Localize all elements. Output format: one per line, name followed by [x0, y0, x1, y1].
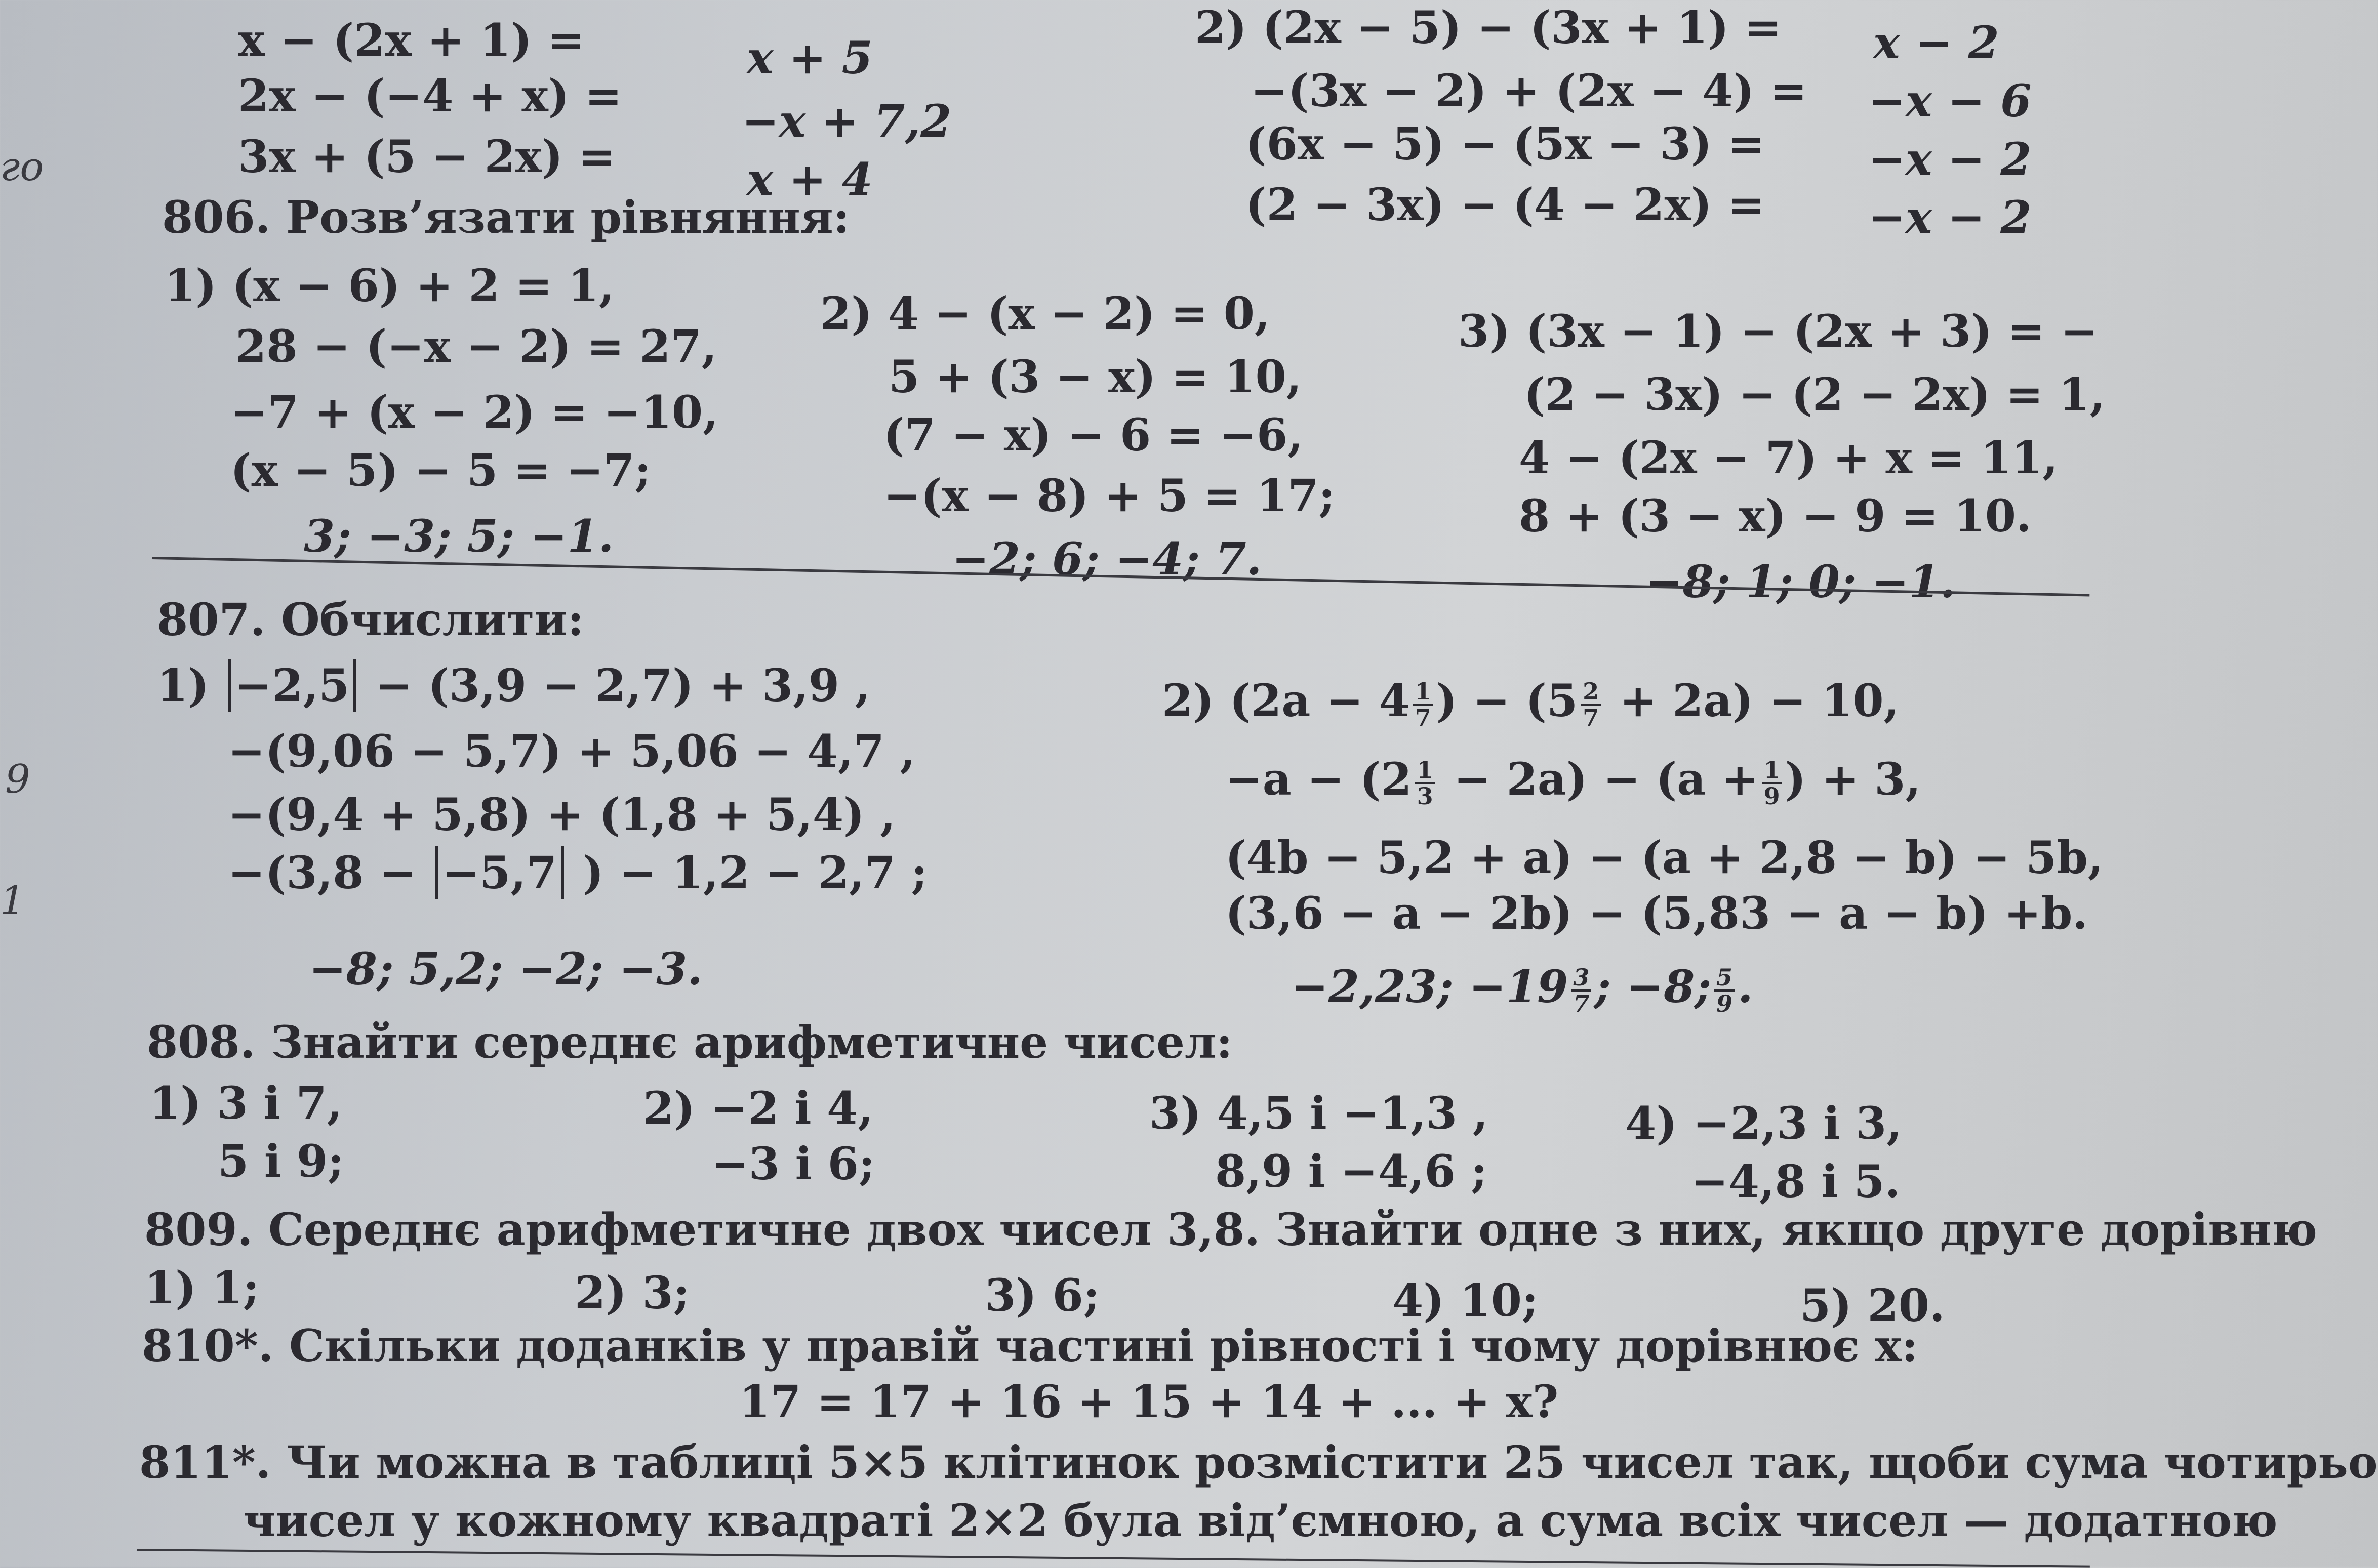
expression: −(9,06 − 5,7) + 5,06 − 4,7 , — [228, 725, 916, 777]
list-item: 5 і 9; — [218, 1135, 344, 1187]
margin-mark: го — [0, 144, 44, 190]
exercise-text: Середнє арифметичне двох чисел 3,8. Знайти одне з них, якщо друге дорівню — [268, 1203, 2318, 1256]
exercise-806-title — [162, 191, 850, 243]
option-item: 2) 3; — [575, 1266, 690, 1319]
equation: 8 + (3 − x) − 9 = 10. — [1519, 489, 2032, 542]
equation: 4 − (2x − 7) + x = 11, — [1519, 431, 2059, 484]
exercise-text: Розв’язати рівняння: — [286, 191, 850, 243]
list-item: −4,8 і 5. — [1691, 1155, 1901, 1208]
option-item: 1) 1; — [144, 1261, 260, 1314]
equation: −(x − 8) + 5 = 17; — [883, 469, 1335, 522]
equation: 5 + (3 − x) = 10, — [889, 350, 1302, 403]
expression-part: −(3,8 − — [228, 846, 417, 899]
prev-expr: 3x + (5 − 2x) = — [238, 130, 616, 183]
expression: (3,6 − a − 2b) − (5,83 − a − b) +b. — [1225, 887, 2088, 939]
equation: 17 = 17 + 16 + 15 + 14 + ... + x? — [739, 1375, 1559, 1428]
fraction: $\frac{2}{7}$ — [1581, 679, 1601, 730]
prev-expr: x − (2x + 1) = — [238, 14, 585, 66]
expression — [1225, 753, 1921, 810]
list-item: 2) −2 і 4, — [643, 1082, 874, 1134]
exercise-number: 807. — [157, 593, 266, 646]
expression-part: ) − (5 — [1436, 674, 1578, 727]
exercise-809-title — [144, 1203, 2318, 1256]
list-item: 1) 3 і 7, — [149, 1077, 343, 1129]
equation: (7 − x) − 6 = −6, — [883, 408, 1303, 461]
expression — [228, 846, 928, 899]
equation: 1) (x − 6) + 2 = 1, — [165, 259, 615, 312]
prev-answer: −x − 2 — [1868, 133, 2032, 185]
exercise-text: Чи можна в таблиці 5×5 клітинок розмістити 25 чисел так, щоби сума чотирьо — [287, 1436, 2378, 1489]
expression — [157, 659, 871, 712]
item-label: 1) — [157, 659, 209, 712]
prev-expr: (2 − 3x) − (4 − 2x) = — [1245, 178, 1765, 231]
exercise-text: Скільки доданків у правій частині рівності і чому дорівнює x: — [289, 1319, 1918, 1372]
expression: −(9,4 + 5,8) + (1,8 + 5,4) , — [228, 788, 896, 841]
absolute-value: −5,7 — [435, 846, 564, 899]
exercise-number: 811*. — [139, 1436, 271, 1489]
answer: −8; 5,2; −2; −3. — [309, 942, 703, 995]
margin-mark: 9 — [5, 757, 30, 802]
equation: 2) 4 − (x − 2) = 0, — [820, 287, 1270, 340]
margin-mark: 1 — [0, 878, 25, 924]
prev-expr: −(3x − 2) + (2x − 4) = — [1251, 64, 1807, 117]
option-item: 3) 6; — [985, 1269, 1100, 1322]
prev-answer: −x − 6 — [1868, 74, 2032, 127]
exercise-807-title — [157, 593, 584, 646]
exercise-text: Обчислити: — [280, 593, 584, 646]
option-item: 5) 20. — [1800, 1279, 1945, 1332]
prev-expr: 2) (2x − 5) − (3x + 1) = — [1195, 1, 1782, 54]
option-item: 4) 10; — [1392, 1274, 1539, 1327]
exercise-810-title — [142, 1319, 1918, 1372]
list-item: −3 і 6; — [711, 1137, 875, 1190]
expression-part: 2) (2a − 4 — [1162, 674, 1410, 727]
answer: −8; 1; 0; −1. — [1645, 555, 1956, 608]
expression-part: −a − (2 — [1225, 753, 1412, 805]
list-item: 8,9 і −4,6 ; — [1215, 1145, 1487, 1198]
list-item: 4) −2,3 і 3, — [1625, 1097, 1902, 1149]
expression-part: + 2a) − 10, — [1604, 674, 1900, 727]
prev-expr: 2x − (−4 + x) = — [238, 69, 622, 122]
equation: −7 + (x − 2) = −10, — [230, 386, 718, 438]
expression — [1162, 674, 1900, 731]
prev-expr: (6x − 5) − (5x − 3) = — [1245, 117, 1765, 170]
absolute-value: −2,5 — [228, 659, 357, 712]
list-item: 3) 4,5 і −1,3 , — [1149, 1087, 1488, 1139]
prev-answer: x − 2 — [1873, 16, 1999, 69]
fraction: $\frac{1}{3}$ — [1415, 758, 1435, 809]
prev-answer: −x − 2 — [1868, 191, 2032, 243]
exercise-number: 806. — [162, 191, 271, 243]
equation: (x − 5) − 5 = −7; — [230, 444, 651, 497]
expression-part: ) + 3, — [1785, 753, 1921, 805]
equation: 28 − (−x − 2) = 27, — [235, 320, 717, 373]
fraction: $\frac{1}{7}$ — [1413, 679, 1433, 730]
expression-rest: ) − 1,2 − 2,7 ; — [582, 846, 928, 899]
answer: −2,23; −19 $\frac{3}{7}$ ; −8; $\frac{5}{9}$ . — [1291, 960, 1753, 1017]
prev-answer: x + 4 — [747, 153, 873, 205]
exercise-text: чисел у кожному квадраті 2×2 була від’ємною, а сума всіх чисел — додатною — [243, 1494, 2278, 1547]
expression-rest: − (3,9 − 2,7) + 3,9 , — [375, 659, 871, 712]
fraction: $\frac{3}{7}$ — [1571, 965, 1591, 1016]
exercise-811-title — [139, 1436, 2378, 1489]
equation: (2 − 3x) − (2 − 2x) = 1, — [1524, 368, 2106, 421]
fraction: $\frac{5}{9}$ — [1714, 965, 1735, 1016]
answer: 3; −3; 5; −1. — [304, 510, 614, 562]
equation: 3) (3x − 1) − (2x + 3) = − — [1458, 305, 2098, 357]
answer: −2; 6; −4; 7. — [952, 532, 1262, 585]
exercise-808-title — [147, 1016, 1233, 1068]
exercise-number: 810*. — [142, 1319, 274, 1372]
exercise-number: 808. — [147, 1016, 256, 1068]
fraction: $\frac{1}{9}$ — [1762, 758, 1782, 809]
exercise-text: Знайти середнє арифметичне чисел: — [270, 1016, 1233, 1068]
prev-answer: −x + 7,2 — [742, 95, 952, 147]
expression: (4b − 5,2 + a) − (a + 2,8 − b) − 5b, — [1225, 831, 2104, 884]
exercise-number: 809. — [144, 1203, 253, 1256]
expression-part: − 2a) − (a + — [1438, 753, 1759, 805]
divider-line — [137, 1549, 2090, 1568]
prev-answer: x + 5 — [747, 31, 873, 84]
